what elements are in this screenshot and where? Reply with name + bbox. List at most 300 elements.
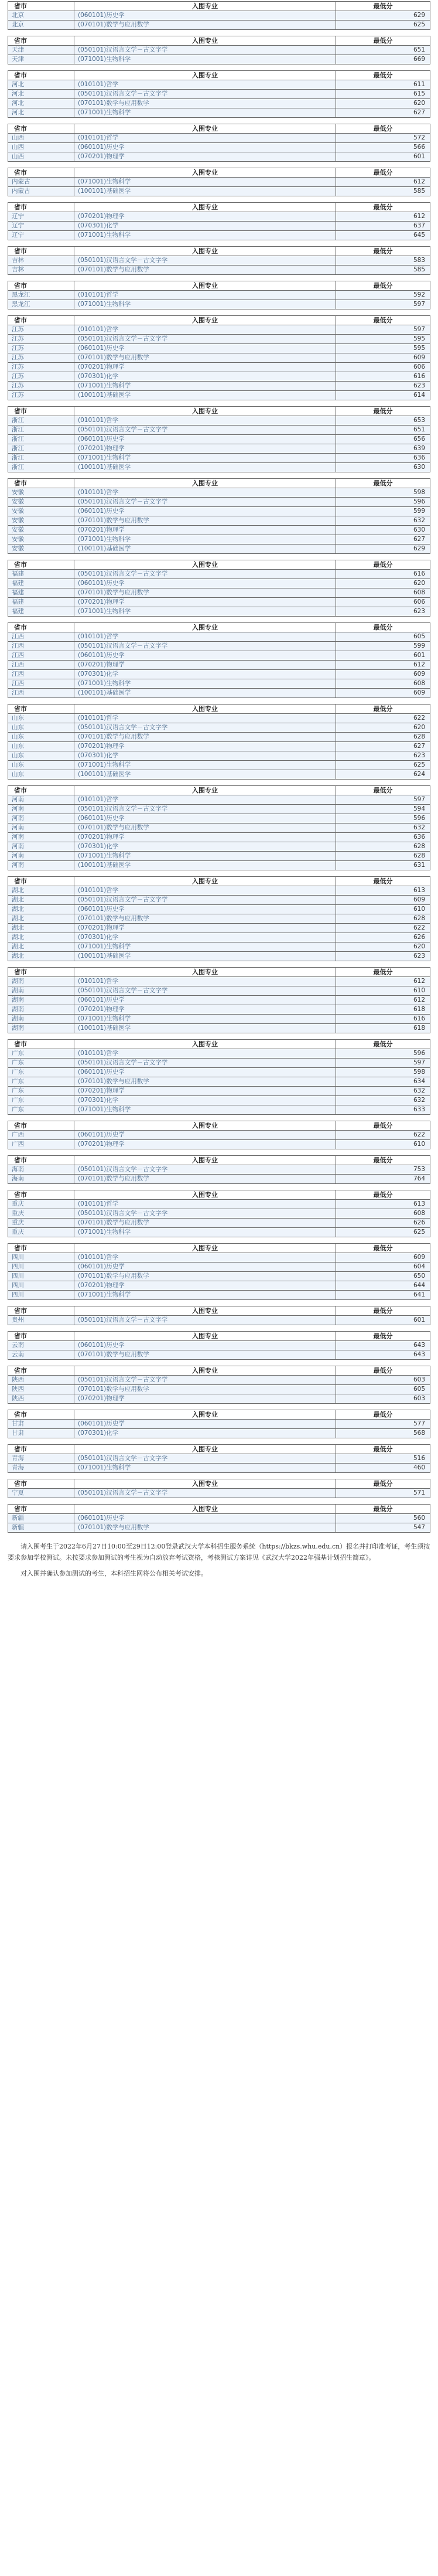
major-cell: (010101)哲学 (74, 291, 336, 300)
header-score: 最低分 (336, 1121, 430, 1131)
header-major: 入围专业 (74, 124, 336, 134)
header-major: 入围专业 (74, 1244, 336, 1253)
header-score: 最低分 (336, 281, 430, 291)
major-cell: (071001)生物科学 (74, 300, 336, 309)
major-cell: (070201)物理学 (74, 152, 336, 162)
score-cell: 629 (336, 545, 430, 554)
major-cell: (071001)生物科学 (74, 108, 336, 118)
province-table (8, 1504, 430, 1533)
table-row (8, 353, 430, 363)
table-row (8, 90, 430, 99)
province-cell: 江西 (8, 632, 74, 642)
major-cell: (070301)化学 (74, 222, 336, 231)
score-cell: 637 (336, 222, 430, 231)
score-cell: 764 (336, 1175, 430, 1184)
major-cell: (070101)数学与应用数学 (74, 516, 336, 526)
table-header-row (8, 407, 430, 416)
province-cell: 黑龙江 (8, 291, 74, 300)
table-row (8, 46, 430, 55)
header-province: 省市 (8, 124, 74, 134)
province-cell: 广东 (8, 1049, 74, 1059)
table-row (8, 300, 430, 309)
score-cell: 656 (336, 435, 430, 444)
table-row (8, 642, 430, 651)
header-province: 省市 (8, 247, 74, 256)
major-cell: (070301)化学 (74, 372, 336, 382)
table-header-row (8, 705, 430, 714)
score-cell: 599 (336, 507, 430, 516)
header-province: 省市 (8, 203, 74, 212)
header-score: 最低分 (336, 479, 430, 488)
table-row (8, 1165, 430, 1175)
table-header-row (8, 786, 430, 795)
province-cell: 云南 (8, 1341, 74, 1350)
province-table (8, 1190, 430, 1237)
score-cell: 612 (336, 996, 430, 1005)
major-cell: (100101)基础医学 (74, 770, 336, 780)
score-cell: 626 (336, 1219, 430, 1228)
table-row (8, 507, 430, 516)
province-table (8, 168, 430, 196)
table-row (8, 714, 430, 723)
notes-section (8, 1539, 430, 1590)
province-cell: 辽宁 (8, 212, 74, 222)
province-cell: 河南 (8, 842, 74, 852)
score-cell: 614 (336, 391, 430, 400)
province-cell: 江苏 (8, 344, 74, 353)
province-cell: 福建 (8, 570, 74, 579)
score-cell: 601 (336, 651, 430, 661)
score-cell: 571 (336, 1489, 430, 1498)
major-cell: (071001)生物科学 (74, 231, 336, 240)
table-header-row (8, 1332, 430, 1341)
table-row (8, 861, 430, 870)
header-score: 最低分 (336, 1505, 430, 1514)
table-row (8, 588, 430, 598)
score-cell: 620 (336, 579, 430, 588)
major-cell: (100101)基础医学 (74, 545, 336, 554)
score-cell: 609 (336, 670, 430, 679)
header-major: 入围专业 (74, 479, 336, 488)
table-header-row (8, 623, 430, 632)
province-cell: 河南 (8, 861, 74, 870)
score-cell: 624 (336, 770, 430, 780)
score-cell: 568 (336, 1429, 430, 1438)
table-row (8, 751, 430, 761)
header-major: 入围专业 (74, 1121, 336, 1131)
header-score: 最低分 (336, 1445, 430, 1454)
province-cell: 福建 (8, 579, 74, 588)
province-cell: 山西 (8, 143, 74, 152)
province-cell: 江苏 (8, 391, 74, 400)
province-cell: 吉林 (8, 266, 74, 275)
table-row (8, 444, 430, 454)
table-row (8, 1376, 430, 1385)
score-cell: 597 (336, 300, 430, 309)
major-cell: (050101)汉语言文学－古文字学 (74, 1489, 336, 1498)
header-major: 入围专业 (74, 247, 336, 256)
province-cell: 河南 (8, 814, 74, 823)
table-row (8, 372, 430, 382)
major-cell: (050101)汉语言文学－古文字学 (74, 986, 336, 996)
score-cell: 597 (336, 795, 430, 805)
table-row (8, 570, 430, 579)
province-table (8, 246, 430, 275)
major-cell: (071001)生物科学 (74, 1015, 336, 1024)
province-table (8, 560, 430, 617)
province-cell: 陕西 (8, 1394, 74, 1404)
score-cell: 669 (336, 55, 430, 64)
table-row (8, 498, 430, 507)
header-score: 最低分 (336, 1156, 430, 1165)
major-cell: (050101)汉语言文学－古文字学 (74, 723, 336, 733)
province-cell: 山东 (8, 723, 74, 733)
major-cell: (060101)历史学 (74, 579, 336, 588)
header-major: 入围专业 (74, 407, 336, 416)
table-row (8, 21, 430, 30)
province-cell: 安徽 (8, 526, 74, 535)
major-cell: (060101)历史学 (74, 344, 336, 353)
province-cell: 山东 (8, 751, 74, 761)
table-row (8, 805, 430, 814)
header-major: 入围专业 (74, 1190, 336, 1200)
header-province: 省市 (8, 705, 74, 714)
major-cell: (060101)历史学 (74, 814, 336, 823)
major-cell: (060101)历史学 (74, 1068, 336, 1077)
header-major: 入围专业 (74, 168, 336, 178)
score-cell: 618 (336, 1024, 430, 1033)
table-row (8, 651, 430, 661)
province-cell: 广东 (8, 1077, 74, 1087)
province-cell: 福建 (8, 588, 74, 598)
major-cell: (010101)哲学 (74, 1253, 336, 1263)
table-row (8, 535, 430, 545)
province-cell: 宁夏 (8, 1489, 74, 1498)
score-cell: 610 (336, 905, 430, 914)
score-cell: 598 (336, 1068, 430, 1077)
table-row (8, 1394, 430, 1404)
province-cell: 河南 (8, 833, 74, 842)
header-province: 省市 (8, 479, 74, 488)
header-score: 最低分 (336, 247, 430, 256)
table-row (8, 833, 430, 842)
table-row (8, 178, 430, 187)
major-cell: (010101)哲学 (74, 134, 336, 143)
table-header-row (8, 560, 430, 570)
major-cell: (071001)生物科学 (74, 607, 336, 617)
table-row (8, 1316, 430, 1325)
province-cell: 山东 (8, 761, 74, 770)
score-cell: 605 (336, 632, 430, 642)
score-cell: 641 (336, 1291, 430, 1300)
major-cell: (060101)历史学 (74, 435, 336, 444)
table-row (8, 886, 430, 896)
table-row (8, 1350, 430, 1360)
province-cell: 河北 (8, 99, 74, 108)
header-score: 最低分 (336, 2, 430, 11)
header-major: 入围专业 (74, 281, 336, 291)
table-header-row (8, 316, 430, 325)
header-province: 省市 (8, 1332, 74, 1341)
province-table (8, 1479, 430, 1498)
major-cell: (070101)数学与应用数学 (74, 733, 336, 742)
score-cell: 594 (336, 805, 430, 814)
score-cell: 625 (336, 21, 430, 30)
major-cell: (060101)历史学 (74, 996, 336, 1005)
province-cell: 四川 (8, 1281, 74, 1291)
province-table (8, 1039, 430, 1115)
major-cell: (050101)汉语言文学－古文字学 (74, 642, 336, 651)
header-score: 最低分 (336, 560, 430, 570)
major-cell: (070201)物理学 (74, 1281, 336, 1291)
province-cell: 天津 (8, 46, 74, 55)
score-cell: 608 (336, 1209, 430, 1219)
province-table (8, 876, 430, 961)
score-cell: 613 (336, 1200, 430, 1209)
score-cell: 616 (336, 372, 430, 382)
score-cell: 639 (336, 444, 430, 454)
header-score: 最低分 (336, 705, 430, 714)
score-cell: 606 (336, 363, 430, 372)
score-cell: 620 (336, 942, 430, 952)
score-cell: 753 (336, 1165, 430, 1175)
header-province: 省市 (8, 1306, 74, 1316)
major-cell: (050101)汉语言文学－古文字学 (74, 90, 336, 99)
province-table (8, 36, 430, 64)
score-cell: 620 (336, 723, 430, 733)
score-cell: 605 (336, 1385, 430, 1394)
header-province: 省市 (8, 1190, 74, 1200)
major-cell: (100101)基础医学 (74, 463, 336, 472)
score-cell: 651 (336, 46, 430, 55)
score-cell: 632 (336, 823, 430, 833)
table-row (8, 579, 430, 588)
province-cell: 北京 (8, 21, 74, 30)
table-header-row (8, 1410, 430, 1420)
province-cell: 辽宁 (8, 231, 74, 240)
major-cell: (010101)哲学 (74, 1200, 336, 1209)
table-row (8, 526, 430, 535)
major-cell: (050101)汉语言文学－古文字学 (74, 1316, 336, 1325)
header-score: 最低分 (336, 36, 430, 46)
province-table (8, 406, 430, 472)
major-cell: (071001)生物科学 (74, 942, 336, 952)
major-cell: (050101)汉语言文学－古文字学 (74, 1376, 336, 1385)
score-cell: 460 (336, 1464, 430, 1473)
header-score: 最低分 (336, 1190, 430, 1200)
province-cell: 江苏 (8, 382, 74, 391)
major-cell: (070201)物理学 (74, 924, 336, 933)
province-cell: 湖南 (8, 1015, 74, 1024)
table-row (8, 823, 430, 833)
table-row (8, 1228, 430, 1237)
table-row (8, 814, 430, 823)
header-province: 省市 (8, 281, 74, 291)
header-score: 最低分 (336, 1040, 430, 1049)
header-major: 入围专业 (74, 1040, 336, 1049)
score-cell: 611 (336, 80, 430, 90)
province-cell: 天津 (8, 55, 74, 64)
table-row (8, 391, 430, 400)
table-row (8, 1200, 430, 1209)
score-cell: 625 (336, 761, 430, 770)
province-cell: 湖北 (8, 886, 74, 896)
score-cell: 560 (336, 1514, 430, 1523)
major-cell: (050101)汉语言文学－古文字学 (74, 570, 336, 579)
province-cell: 吉林 (8, 256, 74, 266)
province-cell: 四川 (8, 1272, 74, 1281)
major-cell: (050101)汉语言文学－古文字学 (74, 896, 336, 905)
province-cell: 黑龙江 (8, 300, 74, 309)
header-province: 省市 (8, 1505, 74, 1514)
table-row (8, 942, 430, 952)
major-cell: (050101)汉语言文学－古文字学 (74, 1209, 336, 1219)
major-cell: (071001)生物科学 (74, 1291, 336, 1300)
major-cell: (071001)生物科学 (74, 55, 336, 64)
major-cell: (050101)汉语言文学－古文字学 (74, 498, 336, 507)
major-cell: (050101)汉语言文学－古文字学 (74, 805, 336, 814)
table-header-row (8, 1366, 430, 1376)
score-cell: 632 (336, 1096, 430, 1105)
table-header-row (8, 1445, 430, 1454)
header-score: 最低分 (336, 124, 430, 134)
score-cell: 615 (336, 90, 430, 99)
table-row (8, 212, 430, 222)
major-cell: (071001)生物科学 (74, 679, 336, 689)
major-cell: (100101)基础医学 (74, 689, 336, 698)
table-row (8, 842, 430, 852)
province-cell: 山东 (8, 770, 74, 780)
header-major: 入围专业 (74, 1306, 336, 1316)
header-major: 入围专业 (74, 1445, 336, 1454)
major-cell: (100101)基础医学 (74, 187, 336, 196)
score-cell: 651 (336, 426, 430, 435)
major-cell: (071001)生物科学 (74, 1464, 336, 1473)
major-cell: (050101)汉语言文学－古文字学 (74, 46, 336, 55)
header-major: 入围专业 (74, 316, 336, 325)
table-row (8, 1209, 430, 1219)
major-cell: (070101)数学与应用数学 (74, 1219, 336, 1228)
major-cell: (070101)数学与应用数学 (74, 1077, 336, 1087)
header-major: 入围专业 (74, 560, 336, 570)
table-header-row (8, 71, 430, 80)
province-cell: 北京 (8, 11, 74, 21)
header-province: 省市 (8, 1410, 74, 1420)
table-row (8, 1523, 430, 1533)
header-score: 最低分 (336, 316, 430, 325)
province-cell: 新疆 (8, 1523, 74, 1533)
table-row (8, 1219, 430, 1228)
score-cell: 622 (336, 924, 430, 933)
province-cell: 陕西 (8, 1385, 74, 1394)
header-major: 入围专业 (74, 36, 336, 46)
table-header-row (8, 479, 430, 488)
score-cell: 608 (336, 679, 430, 689)
table-row (8, 256, 430, 266)
major-cell: (060101)历史学 (74, 651, 336, 661)
province-cell: 山东 (8, 714, 74, 723)
province-cell: 湖北 (8, 914, 74, 924)
table-row (8, 488, 430, 498)
table-row (8, 143, 430, 152)
score-cell: 630 (336, 526, 430, 535)
province-cell: 浙江 (8, 444, 74, 454)
province-cell: 广东 (8, 1105, 74, 1115)
header-major: 入围专业 (74, 968, 336, 977)
province-cell: 广东 (8, 1087, 74, 1096)
header-province: 省市 (8, 1445, 74, 1454)
province-cell: 河北 (8, 90, 74, 99)
table-row (8, 924, 430, 933)
table-row (8, 416, 430, 426)
score-cell: 609 (336, 689, 430, 698)
score-cell: 603 (336, 1376, 430, 1385)
province-cell: 重庆 (8, 1219, 74, 1228)
score-cell: 609 (336, 896, 430, 905)
province-cell: 河北 (8, 80, 74, 90)
table-row (8, 795, 430, 805)
header-province: 省市 (8, 968, 74, 977)
major-cell: (070301)化学 (74, 1429, 336, 1438)
table-header-row (8, 124, 430, 134)
table-row (8, 1514, 430, 1523)
province-cell: 江西 (8, 679, 74, 689)
score-cell: 627 (336, 108, 430, 118)
score-cell: 604 (336, 1263, 430, 1272)
province-cell: 新疆 (8, 1514, 74, 1523)
major-cell: (070201)物理学 (74, 526, 336, 535)
table-row (8, 1429, 430, 1438)
major-cell: (071001)生物科学 (74, 382, 336, 391)
province-table (8, 1444, 430, 1473)
header-province: 省市 (8, 407, 74, 416)
table-row (8, 382, 430, 391)
header-score: 最低分 (336, 168, 430, 178)
score-cell: 623 (336, 607, 430, 617)
table-row (8, 1291, 430, 1300)
score-cell: 616 (336, 570, 430, 579)
header-score: 最低分 (336, 968, 430, 977)
score-cell: 627 (336, 535, 430, 545)
table-row (8, 1489, 430, 1498)
score-cell: 643 (336, 1350, 430, 1360)
province-table (8, 1331, 430, 1360)
major-cell: (050101)汉语言文学－古文字学 (74, 1059, 336, 1068)
note-paragraph-2: 对入围并确认参加测试的考生，本科招生网将公布相关考试安排。 (20, 1570, 207, 1577)
score-cell: 650 (336, 1272, 430, 1281)
table-row (8, 598, 430, 607)
score-cell: 636 (336, 454, 430, 463)
table-row (8, 689, 430, 698)
score-cell: 596 (336, 1049, 430, 1059)
major-cell: (060101)历史学 (74, 143, 336, 152)
major-cell: (070101)数学与应用数学 (74, 353, 336, 363)
score-cell: 592 (336, 291, 430, 300)
header-score: 最低分 (336, 786, 430, 795)
major-cell: (070101)数学与应用数学 (74, 914, 336, 924)
major-cell: (010101)哲学 (74, 416, 336, 426)
header-province: 省市 (8, 2, 74, 11)
table-row (8, 670, 430, 679)
province-cell: 贵州 (8, 1316, 74, 1325)
major-cell: (100101)基础医学 (74, 1024, 336, 1033)
header-major: 入围专业 (74, 877, 336, 886)
major-cell: (060101)历史学 (74, 1514, 336, 1523)
score-cell: 623 (336, 382, 430, 391)
major-cell: (060101)历史学 (74, 11, 336, 21)
major-cell: (070201)物理学 (74, 833, 336, 842)
table-row (8, 291, 430, 300)
